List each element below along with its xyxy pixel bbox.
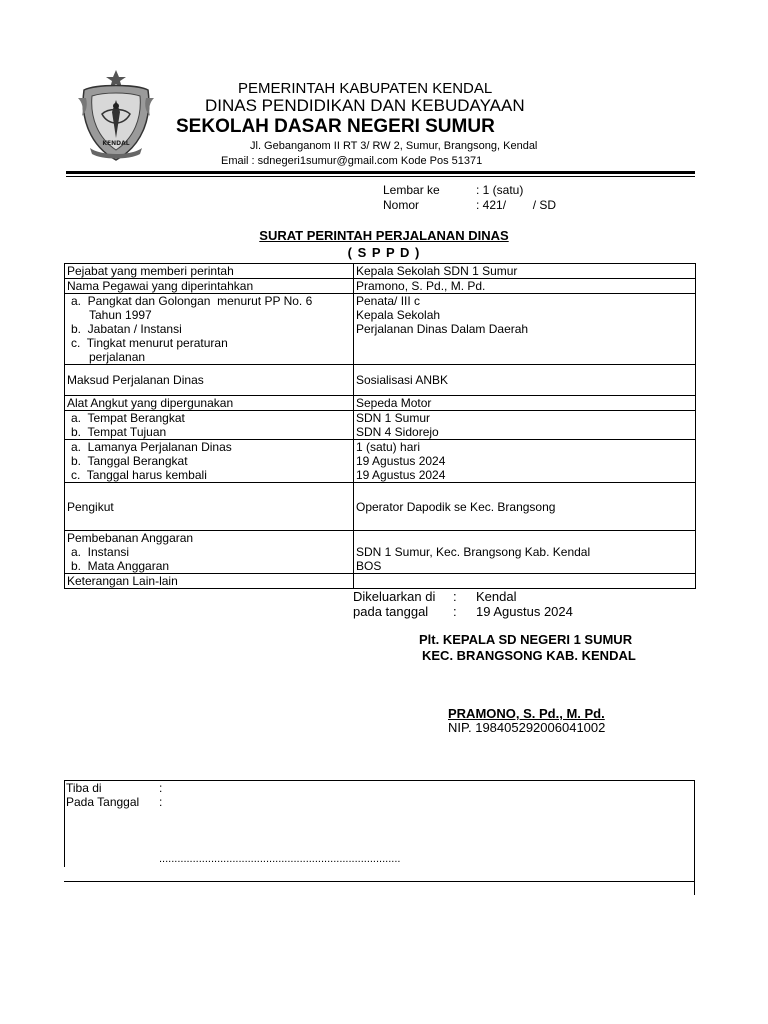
row-7-right [354,440,696,483]
signer-name: PRAMONO, S. Pd., M. Pd. [448,706,605,721]
tingkat-label: c. Tingkat menurut peraturan [71,336,228,350]
dept-name: DINAS PENDIDIKAN DAN KEBUDAYAAN [205,96,525,115]
gov-name: PEMERINTAH KABUPATEN KENDAL [238,80,493,97]
issued-place: Kendal [476,589,517,604]
nomor-value: : 421/ / SD [476,198,557,212]
arrival-box-bottom-rule [64,881,695,882]
issued-place-colon: : [453,589,457,604]
nomor-label: Nomor [383,198,420,212]
table-row [65,396,696,411]
row-9-left [65,531,354,574]
kendal-regency-logo [76,68,156,164]
row-3-left [65,294,354,365]
row-2-left: Nama Pegawai yang diperintahkan [65,279,354,294]
sppd-table [64,263,696,589]
school-contact: Email : sdnegeri1sumur@gmail.com Kode Pos 51371 [221,155,483,167]
jabatan-value: Kepala Sekolah [356,308,441,322]
logo-text: KENDAL [102,140,130,147]
row-4-left: Maksud Perjalanan Dinas [65,365,354,396]
jabatan-label: b. Jabatan / Instansi [71,322,182,336]
arrival-box [64,780,695,895]
school-address: Jl. Gebanganom II RT 3/ RW 2, Sumur, Brangsong, Kendal [250,140,538,152]
lamanya-label: a. Lamanya Perjalanan Dinas [71,440,232,454]
row-2-right: Pramono, S. Pd., M. Pd. [354,279,696,294]
table-row [65,483,696,531]
table-row [65,294,696,365]
school-name: SEKOLAH DASAR NEGERI SUMUR [176,116,495,137]
tempat-berangkat-value: SDN 1 Sumur [356,411,431,425]
row-5-right: Sepeda Motor [354,396,696,411]
tiba-colon: : [159,781,163,795]
pangkat-value: Penata/ III c [356,294,421,308]
row-8-left: Pengikut [65,483,354,531]
row-1-right: Kepala Sekolah SDN 1 Sumur [354,264,696,279]
signer-title-2: KEC. BRANGSONG KAB. KENDAL [422,648,636,663]
header-rule-thick [66,171,695,174]
header-rule-thin [66,176,695,177]
signature-dots: ............................................................................... [159,853,401,865]
lembar-value: : 1 (satu) [476,183,524,197]
table-row [65,264,696,279]
row-7-left [65,440,354,483]
table-row [65,440,696,483]
instansi-value: SDN 1 Sumur, Kec. Brangsong Kab. Kendal [356,545,591,559]
table-row [65,365,696,396]
tanggal-berangkat-label: b. Tanggal Berangkat [71,454,188,468]
issued-date: 19 Agustus 2024 [476,604,573,619]
tempat-tujuan-value: SDN 4 Sidorejo [356,425,439,439]
row-9-right [354,531,696,574]
table-row [65,279,696,294]
row-1-left: Pejabat yang memberi perintah [65,264,354,279]
instansi-label: a. Instansi [71,545,130,559]
tingkat-label-cont: perjalanan [89,350,146,364]
signer-title-1: Plt. KEPALA SD NEGERI 1 SUMUR [419,632,633,647]
pembebanan-label: Pembebanan Anggaran [67,531,194,545]
tingkat-value: Perjalanan Dinas Dalam Daerah [356,322,529,336]
pangkat-label-cont: Tahun 1997 [89,308,152,322]
tanggal-kembali-value: 19 Agustus 2024 [356,468,446,482]
document-subtitle: ( S P P D ) [347,245,421,260]
table-row [65,531,696,574]
tiba-label: Tiba di [66,781,102,795]
table-row [65,574,696,589]
row-9-right-spacer [356,531,693,545]
mata-anggaran-label: b. Mata Anggaran [71,559,170,573]
row-8-right: Operator Dapodik se Kec. Brangsong [354,483,696,531]
pangkat-label: a. Pangkat dan Golongan menurut PP No. 6 [71,294,313,308]
tempat-berangkat-label: a. Tempat Berangkat [71,411,185,425]
row-3-right [354,294,696,365]
issued-date-label: pada tanggal [353,604,429,619]
tempat-tujuan-label: b. Tempat Tujuan [71,425,167,439]
row-10-left: Keterangan Lain-lain [65,574,354,589]
signer-nip: NIP. 198405292006041002 [448,720,606,735]
row-5-left: Alat Angkut yang dipergunakan [65,396,354,411]
issued-date-colon: : [453,604,457,619]
row-10-right [354,574,696,589]
lembar-label: Lembar ke [383,183,440,197]
table-row [65,411,696,440]
mata-anggaran-value: BOS [356,559,382,573]
row-4-right: Sosialisasi ANBK [354,365,696,396]
row-6-right [354,411,696,440]
arrival-box-left-edge [64,781,65,867]
tanggal-berangkat-value: 19 Agustus 2024 [356,454,446,468]
issued-place-label: Dikeluarkan di [353,589,436,604]
tanggal-colon: : [159,795,163,809]
arrival-box-right-edge [694,781,695,895]
lamanya-value: 1 (satu) hari [356,440,421,454]
row-6-left [65,411,354,440]
document-title: SURAT PERINTAH PERJALANAN DINAS [259,228,509,243]
tanggal-label: Pada Tanggal [66,795,140,809]
tanggal-kembali-label: c. Tanggal harus kembali [71,468,207,482]
